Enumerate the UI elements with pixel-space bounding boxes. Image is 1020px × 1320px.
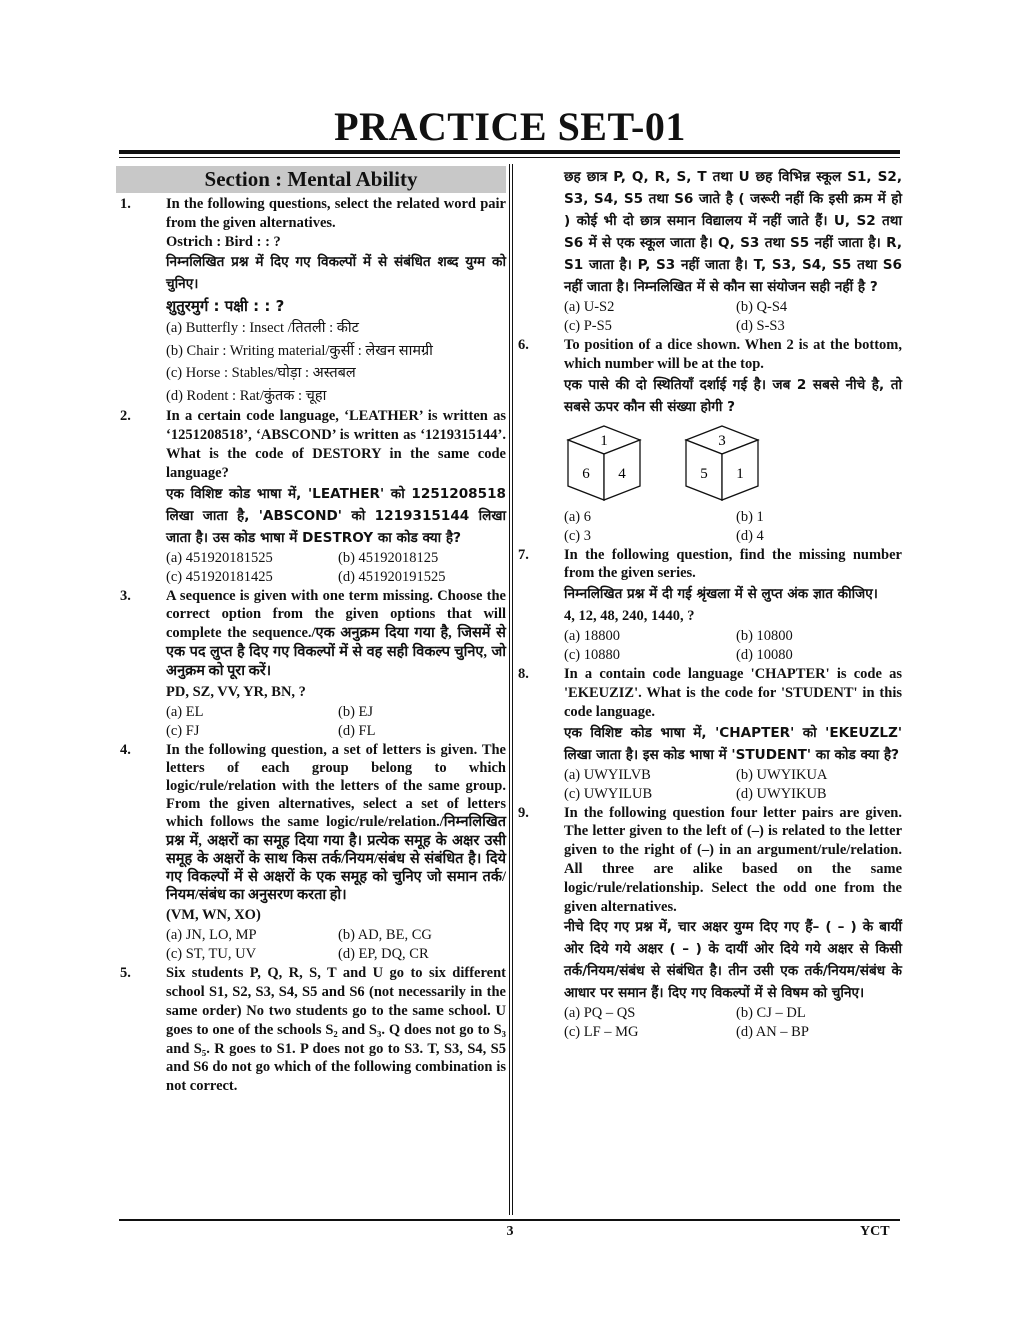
question-text: In the following question, a set of letters is given. The letters of each group belong to which logic/rule/relation with the letters of the same group. From the given alternatives, select a set of letters which follows the same logic/rule/relation./निम्नलिखित प्रश्न में, अक्षरों का समूह दिया गया है। प्रत्येक समूह के अक्षर उसी समूह के अक्षरों के साथ किस तर्क/नियम/संबंध से संबंधित है। दिये गए विकल्पों में से अक्षरों के एक समूह को चुनिए जो समान तर्क/नियम/संबंध का अनुसरण करता हो। <box>166 741 506 904</box>
question-series: PD, SZ, VV, YR, BN, ? <box>166 683 306 700</box>
options-grid <box>166 703 506 741</box>
options-grid <box>564 298 902 336</box>
options-grid <box>166 549 506 587</box>
question-prompt-en: Ostrich : Bird : : ? <box>166 233 281 250</box>
dice-face-left: 5 <box>700 465 708 482</box>
option: (d) 4 <box>736 527 764 544</box>
option: (a) JN, LO, MP <box>166 927 257 944</box>
option: (d) S-S3 <box>736 318 785 334</box>
option: (c) 3 <box>564 527 591 544</box>
option: (c) Horse : Stables/घोड़ा : अस्तबल <box>166 365 356 382</box>
option: (d) AN – BP <box>736 1024 809 1041</box>
dice-face-top: 1 <box>600 432 608 449</box>
dice-face-left: 6 <box>582 465 590 482</box>
dice-face-right: 1 <box>736 465 744 482</box>
footer-rule <box>119 1219 900 1221</box>
option: (b) Chair : Writing material/कुर्सी : लेखन सामग्री <box>166 342 433 359</box>
option: (b) AD, BE, CG <box>338 927 432 944</box>
option: (a) 6 <box>564 508 591 525</box>
question-text-hi: छह छात्र P, Q, R, S, T तथा U छह विभिन्न स्कूल S1, S2, S3, S4, S5 तथा S6 जाते है ( जरूरी नहीं कि इसी क्रम में हो ) कोई भी दो छात्र समान विद्यालय में नहीं जाते हैं। U, S2 तथा S6 में से एक स्कूल जाता है। Q, S3 तथा S5 नहीं जाता है। R, S1 जाता है। P, S3 नहीं जाता है। T, S3, S4, S5 तथा S6 नहीं जाता है। निम्नलिखित में से कौन सा संयोजन सही नहीं है ? <box>564 169 902 295</box>
question-number: 7. <box>518 546 529 563</box>
dice-icon <box>682 424 762 504</box>
question-text-en: In a contain code language 'CHAPTER' is code as 'EKEUZIZ'. What is the code for 'STUDENT' in this code language. <box>564 666 902 720</box>
question-text-hi: एक विशिष्ट कोड भाषा में, 'CHAPTER' को 'EKEUZLZ' लिखा जाता है। इस कोड भाषा में 'STUDENT' का कोड क्या है? <box>564 724 902 763</box>
question-text-en: In the following questions, select the related word pair from the given alternatives. <box>166 196 506 231</box>
option: (a) U-S2 <box>564 299 615 315</box>
option: (a) PQ – QS <box>564 1005 636 1022</box>
option: (c) UWYILUB <box>564 785 653 802</box>
question-number: 8. <box>518 666 529 683</box>
question-4 <box>116 741 506 965</box>
question-8 <box>514 665 902 803</box>
option: (d) UWYIKUB <box>736 785 827 802</box>
page-title: PRACTICE SET-01 <box>334 104 686 149</box>
option: (c) 10880 <box>564 647 620 664</box>
option: (a) UWYILVB <box>564 766 651 783</box>
question-text-en: Six students P, Q, R, S, T and U go to six different school S1, S2, S3, S4, S5 and S6 (not necessarily in the same order) No two students go to the same school. U goes to one of the schools S₂ and S₃. Q does not go to S₃ and S₅. R goes to S1. P does not go to S3. T, S3, S4, S5 and S6 do not go which of the following combination is not correct. <box>166 965 506 1095</box>
question-series: (VM, WN, XO) <box>166 907 261 924</box>
option: (c) P-S5 <box>564 318 612 334</box>
question-3 <box>116 587 506 741</box>
question-text-en: In the following question, find the missing number from the given series. <box>564 546 902 582</box>
dice-face-right: 4 <box>618 465 626 482</box>
question-9 <box>514 804 902 1043</box>
question-prompt-hi: शुतुरमुर्ग : पक्षी : : ? <box>166 297 285 316</box>
option: (c) ST, TU, UV <box>166 946 257 963</box>
left-column <box>116 166 506 1096</box>
question-number: 4. <box>120 741 131 758</box>
question-7 <box>514 546 902 666</box>
option: (a) 451920181525 <box>166 549 273 566</box>
question-6 <box>514 336 902 546</box>
options-grid <box>564 1004 902 1042</box>
title-rule-thick <box>119 150 900 154</box>
question-text-en: In the following question four letter pairs are given. The letter given to the left of (–) is related to the letter given to the right of (–) in an argument/rule/relation. All three are alike based on the same logic/rule/relationship. Select the odd one from the given alternatives. <box>564 804 902 915</box>
question-number: 5. <box>120 965 131 982</box>
page-number: 3 <box>506 1224 514 1239</box>
dice-figure <box>564 424 902 504</box>
dice-icon <box>564 424 644 504</box>
question-text-hi: निम्नलिखित प्रश्न में दिए गए विकल्पों में से संबंधित शब्द युग्म को चुनिए। <box>166 254 506 293</box>
column-divider <box>509 164 510 1215</box>
title-rule-thin <box>119 157 900 158</box>
question-5-continued <box>514 166 902 336</box>
section-header: Section : Mental Ability <box>116 166 506 193</box>
option: (a) 18800 <box>564 628 620 645</box>
options-grid <box>166 926 506 964</box>
option: (c) FJ <box>166 722 200 739</box>
question-text-hi: एक पासे की दो स्थितियाँ दर्शाई गई है। जब 2 सबसे नीचे है, तो सबसे ऊपर कौन सी संख्या होगी ? <box>564 376 902 415</box>
option: (b) Q-S4 <box>736 299 788 315</box>
option: (d) 451920191525 <box>338 568 446 585</box>
question-number: 1. <box>120 196 131 212</box>
question-series: 4, 12, 48, 240, 1440, ? <box>564 608 695 625</box>
question-text-hi: नीचे दिए गए प्रश्न में, चार अक्षर युग्म दिए गए हैं– ( – ) के बायीं ओर दिये गये अक्षर ( – ) के दायीं ओर दिये गये अक्षर से किसी तर्क/नियम/संबंध से संबंधित है। तीन उसी एक तर्क/नियम/संबंध के आधार पर समान हैं। दिए गए विकल्पों में से विषम को चुनिए। <box>564 919 902 1002</box>
question-2 <box>116 407 506 586</box>
option: (c) LF – MG <box>564 1024 639 1041</box>
options-grid <box>564 508 902 546</box>
option: (d) FL <box>338 722 376 739</box>
option: (b) EJ <box>338 703 374 720</box>
option: (b) 10800 <box>736 628 793 645</box>
option: (a) EL <box>166 703 204 720</box>
right-column <box>514 166 902 1042</box>
question-text-en: To position of a dice shown. When 2 is at the bottom, which number will be at the top. <box>564 337 902 372</box>
question-text-hi: निम्नलिखित प्रश्न में दी गई श्रृंखला में से लुप्त अंक ज्ञात कीजिए। <box>564 586 878 603</box>
option: (d) Rodent : Rat/कुंतक : चूहा <box>166 387 327 404</box>
options-grid <box>564 627 902 665</box>
question-number: 6. <box>518 337 529 353</box>
option: (b) 45192018125 <box>338 549 439 566</box>
question-1 <box>116 195 506 407</box>
options-grid <box>564 766 902 804</box>
column-divider <box>512 164 513 1215</box>
footer-brand: YCT <box>860 1224 890 1239</box>
question-number: 9. <box>518 804 529 821</box>
question-text-en: In a certain code language, ‘LEATHER’ is written as ‘1251208518’, ‘ABSCOND’ is written as ‘1219315144’. What is the code of DESTORY in the same code language? <box>166 408 506 481</box>
question-5 <box>116 964 506 1096</box>
dice-face-top: 3 <box>718 432 726 449</box>
question-text: A sequence is given with one term missing. Choose the correct option from the given options that will complete the sequence./एक अनुक्रम दिया गया है, जिसमें से एक पद लुप्त है दिए गए विकल्पों में से वह सही विकल्प चुनिए, जो अनुक्रम को पूरा करें। <box>166 587 506 679</box>
option: (b) UWYIKUA <box>736 766 828 783</box>
option: (a) Butterfly : Insect /तितली : कीट <box>166 320 359 337</box>
option: (d) EP, DQ, CR <box>338 946 429 963</box>
option: (b) 1 <box>736 508 764 525</box>
question-text-hi: एक विशिष्ट कोड भाषा में, 'LEATHER' को 1251208518 लिखा जाता है, 'ABSCOND' को 1219315144 लिखा जाता है। उस कोड भाषा में DESTROY का कोड क्या है? <box>166 485 506 546</box>
option: (c) 451920181425 <box>166 568 273 585</box>
option: (b) CJ – DL <box>736 1005 806 1022</box>
question-number: 2. <box>120 408 131 425</box>
option: (d) 10080 <box>736 647 793 664</box>
question-number: 3. <box>120 587 131 604</box>
